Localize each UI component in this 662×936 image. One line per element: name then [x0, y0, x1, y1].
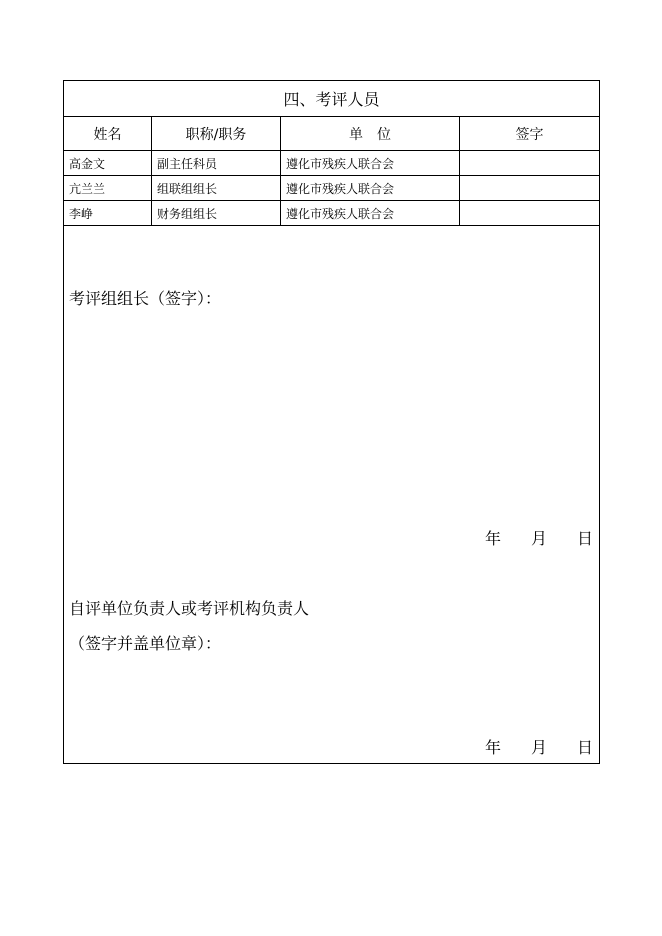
- year-label: 年: [484, 529, 501, 548]
- cell-unit: 遵化市残疾人联合会: [281, 151, 460, 176]
- month-label: 月: [530, 738, 547, 757]
- cell-signature[interactable]: [460, 201, 600, 226]
- evaluators-table: [63, 80, 600, 764]
- month-label: 月: [530, 529, 547, 548]
- section-title: 四、考评人员: [64, 81, 600, 117]
- cell-position: 组联组组长: [152, 176, 281, 201]
- year-label: 年: [484, 738, 501, 757]
- cell-unit: 遵化市残疾人联合会: [281, 201, 460, 226]
- signature-area: [64, 226, 600, 764]
- leader-sign-date: [485, 526, 593, 549]
- cell-signature[interactable]: [460, 176, 600, 201]
- cell-position: 财务组组长: [152, 201, 281, 226]
- table-row: [64, 151, 600, 176]
- responsible-label-line2: （签字并盖单位章）：: [69, 634, 222, 653]
- cell-name: 李峥: [64, 201, 152, 226]
- table-row: [64, 201, 600, 226]
- table-row: [64, 176, 600, 201]
- cell-unit: 遵化市残疾人联合会: [281, 176, 460, 201]
- header-signature: 签字: [460, 117, 600, 151]
- responsible-label-line1: 自评单位负责人或考评机构负责人: [69, 599, 310, 618]
- responsible-sign-date: [485, 735, 593, 758]
- cell-name: 亢兰兰: [64, 176, 152, 201]
- cell-signature[interactable]: [460, 151, 600, 176]
- cell-name: 高金文: [64, 151, 152, 176]
- cell-position: 副主任科员: [152, 151, 281, 176]
- header-unit: 单 位: [281, 117, 460, 151]
- day-label: 日: [577, 529, 594, 548]
- leader-sign-label: 考评组组长（签字）：: [69, 289, 222, 308]
- header-name: 姓名: [64, 117, 152, 151]
- header-position: 职称/职务: [152, 117, 281, 151]
- day-label: 日: [577, 738, 594, 757]
